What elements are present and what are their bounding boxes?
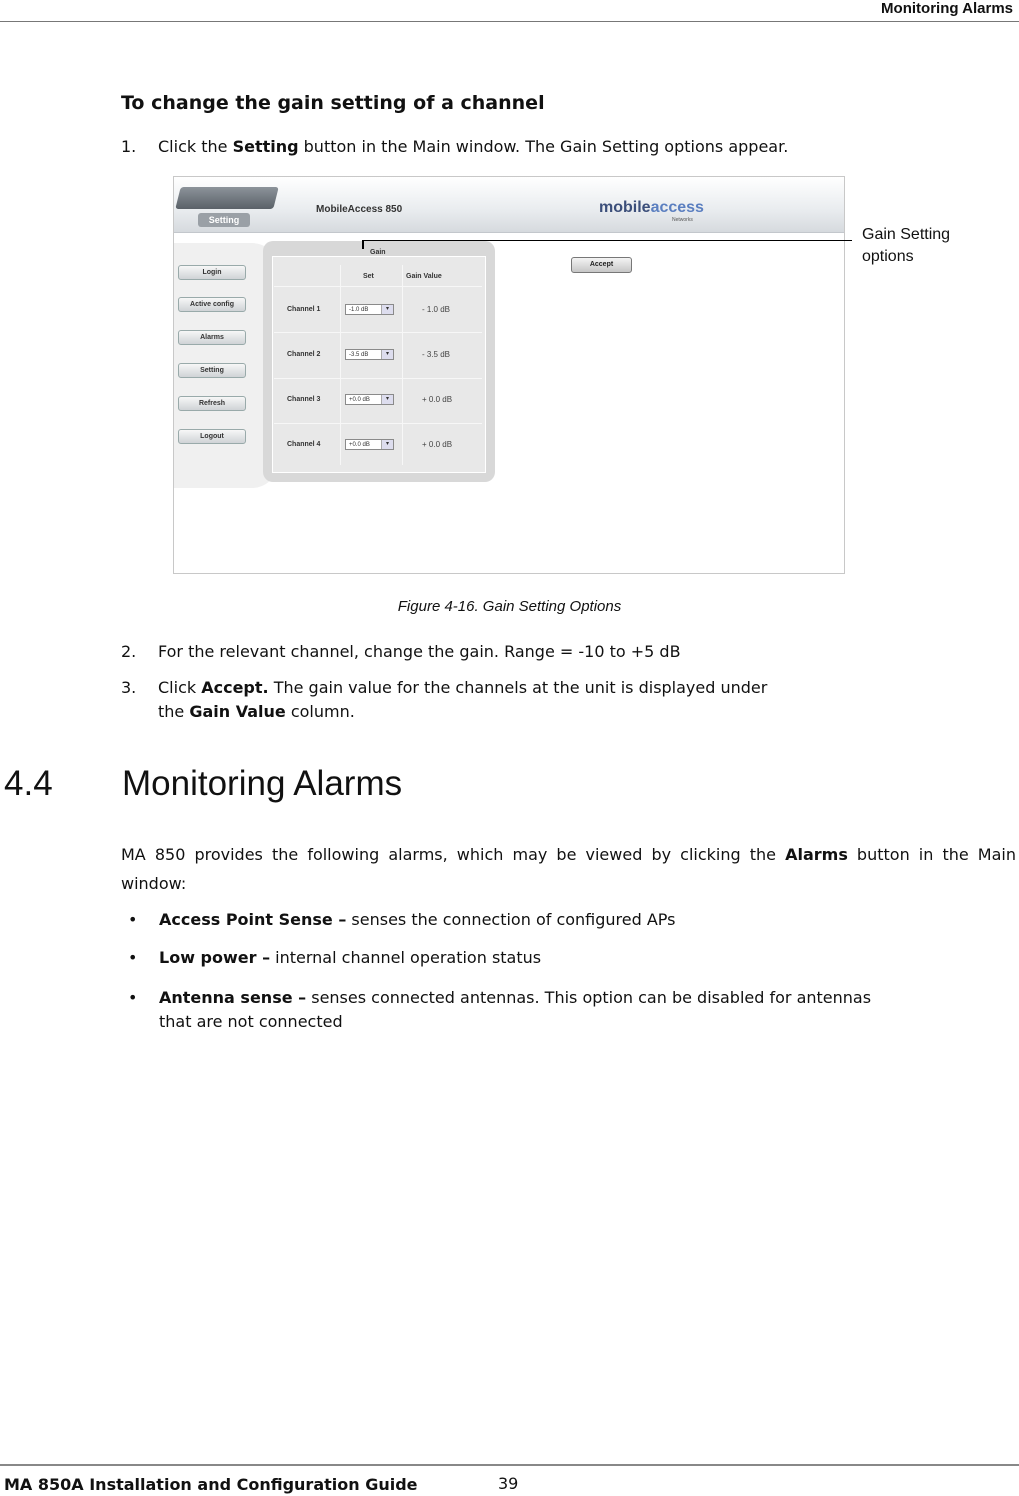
step-text: button in the Main window. The Gain Setting options appear. [298,137,789,156]
callout-leader-tick [362,240,364,249]
step-text: Click the [158,137,233,156]
step-bold: Gain Value [189,702,286,721]
bullet-text: senses the connection of configured APs [346,910,676,929]
callout-label [862,224,950,268]
active-config-button[interactable]: Active config [178,297,246,312]
section-number: 4.4 [4,764,53,803]
logo-main: mobile [599,199,651,216]
select-value: -3.5 dB [349,352,369,358]
brand-logo [599,199,704,217]
refresh-button[interactable]: Refresh [178,396,246,411]
header-rule [0,21,1019,22]
channel-3-gain-select[interactable] [345,394,394,405]
product-name: MobileAccess 850 [316,204,403,215]
bullet-glyph: • [128,948,138,967]
row-divider [274,286,482,287]
column-divider [402,265,403,465]
chevron-down-icon: ▾ [381,395,393,404]
bullet-item [128,986,871,1034]
accept-button[interactable]: Accept [571,257,632,273]
column-divider [340,265,341,465]
bullet-glyph: • [128,910,138,929]
callout-line-1: Gain Setting [862,226,951,243]
select-value: +0.0 dB [349,442,370,448]
logout-button[interactable]: Logout [178,429,246,444]
gain-value: - 3.5 dB [422,350,451,359]
bullet-text: that are not connected [159,1012,343,1031]
callout-line-2: options [862,248,914,265]
step-number: 1. [121,137,137,156]
bullet-text: senses connected antennas. This option can be disabled for antennas [306,988,872,1007]
row-divider [274,423,482,424]
callout-leader-line [362,240,852,241]
step-text: Click [158,678,202,697]
bullet-bold: Antenna sense – [159,988,307,1007]
channel-4-gain-select[interactable] [345,439,394,450]
gain-group-label: Gain [370,249,386,256]
section-title: Monitoring Alarms [122,764,403,803]
channel-label: Channel 2 [287,351,321,358]
figure-caption: Figure 4-16. Gain Setting Options [397,598,622,615]
current-page-tab: Setting [198,213,250,227]
set-column-header: Set [363,273,374,280]
procedure-title: To change the gain setting of a channel [121,92,545,114]
select-value: +0.0 dB [349,397,370,403]
bullet-bold: Access Point Sense – [159,910,347,929]
logo-subtitle: Networks [672,217,693,223]
step-number: 2. [121,642,137,661]
bullet-text: internal channel operation status [270,948,542,967]
step-bold: Accept. [201,678,269,697]
step-1 [121,135,788,159]
step-2 [121,640,681,664]
page-number: 39 [498,1474,519,1493]
device-image [175,187,278,209]
alarms-button[interactable]: Alarms [178,330,246,345]
row-divider [274,332,482,333]
step-bold: Setting [232,137,299,156]
setting-button[interactable]: Setting [178,363,246,378]
channel-label: Channel 3 [287,396,321,403]
channel-1-gain-select[interactable] [345,304,394,315]
login-button[interactable]: Login [178,265,246,280]
select-value: -1.0 dB [349,307,369,313]
chevron-down-icon: ▾ [381,350,393,359]
step-number: 3. [121,678,137,697]
bullet-item [128,946,541,970]
section-intro [121,840,1016,898]
intro-text: MA 850 provides the following alarms, which may be viewed by clicking the [121,845,786,864]
step-3 [121,676,767,724]
gain-value: + 0.0 dB [422,440,453,449]
gain-value: + 0.0 dB [422,395,453,404]
intro-bold: Alarms [785,845,848,864]
channel-label: Channel 1 [287,306,321,313]
footer-rule [0,1464,1019,1466]
chevron-down-icon: ▾ [381,440,393,449]
chevron-down-icon: ▾ [381,305,393,314]
step-text: the [158,702,190,721]
footer-title: MA 850A Installation and Configuration Guide [4,1475,418,1494]
gain-setting-screenshot [173,176,845,574]
bullet-bold: Low power – [159,948,271,967]
section-heading [4,764,402,804]
gain-value: - 1.0 dB [422,305,451,314]
channel-label: Channel 4 [287,441,321,448]
logo-accent: access [650,199,704,216]
row-divider [274,378,482,379]
running-header: Monitoring Alarms [881,0,1013,17]
bullet-glyph: • [128,988,138,1007]
bullet-item [128,908,676,932]
step-text: For the relevant channel, change the gain. Range = -10 to +5 dB [158,642,681,661]
step-text: column. [285,702,355,721]
gain-value-column-header: Gain Value [406,273,442,280]
app-banner [174,177,844,233]
intro-text: button in the Main window: [121,845,1017,893]
channel-2-gain-select[interactable] [345,349,394,360]
step-text: The gain value for the channels at the unit is displayed under [268,678,768,697]
